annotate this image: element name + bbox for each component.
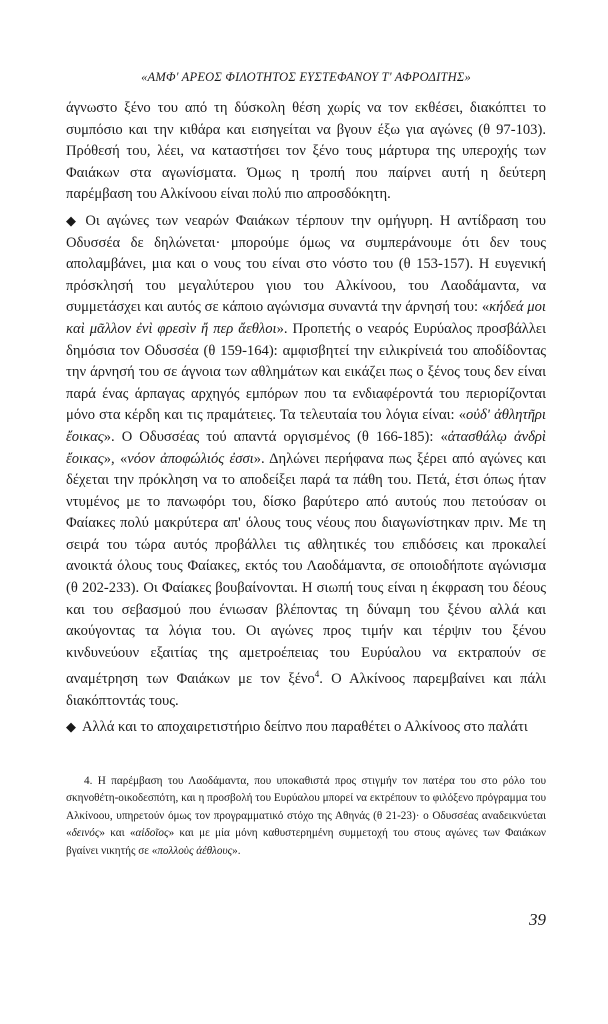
text-run: », « — [103, 450, 128, 467]
greek-quote: δεινός — [71, 827, 100, 840]
footnote — [66, 773, 546, 860]
main-text — [66, 98, 546, 739]
greek-quote: αἰδοῖος — [135, 827, 169, 840]
text-run: Αλλά και το αποχαιρετιστήριο δείπνο που παραθέτει ο Αλκίνοος στο παλάτι — [82, 719, 528, 736]
paragraph-agones — [66, 210, 546, 713]
greek-quote: οὐδ' ἀθλητῆρι ἔοικας — [66, 407, 546, 445]
text-run: » και με μία μόνη καθυστερημένη συμμετοχή του στους αγώνες των Φαιάκων βγαίνει νικητής σε « — [66, 827, 546, 857]
text-run: » και « — [99, 827, 136, 840]
text-run: . Ο Αλκίνοος παρεμβαίνει και πάλι διακόπτοντάς τους. — [66, 671, 546, 709]
footnote-number: 4. — [84, 775, 93, 787]
greek-quote: πολλοὺς ἀέθλους — [157, 844, 233, 857]
text-run: ». Προπετής ο νεαρός Ευρύαλος προσβάλλει δημόσια τον Οδυσσέα (θ 159-164): αμφισβητεί την ειλικρίνειά του αποδίδοντας την άρνησή του σε άγνοια των αθλημάτων και εικάζει πως ο ξένος τους δεν είναι παρά ένας άρπαγας αρχηγός εμπόρων που τα ενδιαφέροντά του περιορίζονται μόνο στα κέρδη και τις πραμάτειες. Τα τελευταία του λόγια είναι: « — [66, 320, 546, 424]
paragraph-deipno — [66, 716, 546, 739]
text-run: ». Δηλώνει περήφανα πως ξέρει από αγώνες και δέχεται την πρόκληση να το αποδείξει παρά τα πάθη του. Πετά, έτσι όπως ήταν ντυμένος με το πανωφόρι του, δίσκο βαρύτερο από αυτούς που πετούσαν οι Φαίακες πολύ μακρύτερα απ' όλους τους νέους που διαγωνίστηκαν πριν. Με τη σειρά του τώρα αυτός προβάλλει τις αθλητικές του επιδόσεις και προκαλεί ανοικτά όλους τους Φαίακες, εκτός του Λαοδάμαντα, σε οποιοδήποτε αγώνισμα (θ 202-233). Οι Φαίακες βουβαίνονται. Η σιωπή τους είναι η έκφραση του δέους και του σεβασμού που ένιωσαν βλέποντας τη δύναμη του ξένου αλλά και ακούγοντας τα λόγια του. Οι αγώνες προς τιμήν και τέρψιν του ξένου κινδυνεύουν εξαιτίας της αμετροέπειας του Ευρύαλου να εκτραπούν σε αναμέτρηση των Φαιάκων με τον ξένο — [66, 450, 547, 688]
text-run: ». Ο Οδυσσέας τού απαντά οργισμένος (θ 166-185): « — [103, 428, 448, 445]
text-run: Οι αγώνες των νεαρών Φαιάκων τέρπουν την ομήγυρη. Η αντίδραση του Οδυσσέα δε δηλώνεται· μπορούμε όμως να συμπεράνουμε ότι δεν τους απολαμβάνει, μια και ο νους του είναι στο νόστο του (θ 153-157). Η ευγενική πρόσκλησή του μεγαλύτερου γιου του Αλκίνοου, του Λαοδάμαντα, να συμμετάσχει και αυτός σε κάποιο αγώνισμα συναντά την άρνησή του: « — [66, 212, 547, 316]
paragraph: άγνωστο ξένο του από τη δύσκολη θέση χωρίς να τον εκθέσει, διακόπτει το συμπόσιο και την κιθάρα και εισηγείται να βγουν έξω για αγώνες (θ 97-103). Πρόθεσή του, λέει, να καταστήσει τον ξένο τους μάρτυρα της υπεροχής των Φαιάκων στα αγωνίσματα. Όμως η τροπή που παίρνει αυτή η δεύτερη παρέμβαση του Αλκίνοου είναι πολύ πιο απροσδόκητη. — [66, 100, 546, 203]
diamond-bullet-icon: ◆ — [66, 212, 80, 228]
footnote-marker: 4 — [314, 669, 320, 680]
greek-quote: νόον ἀποφώλιός ἐσσι — [127, 450, 254, 467]
text-run: ». — [232, 844, 241, 857]
page-number: 39 — [529, 910, 546, 929]
greek-quote: κήδεά μοι καὶ μᾶλλον ἐνὶ φρεσὶν ἤ περ ἄεθλοι — [66, 299, 546, 337]
running-head: «ΑΜΦ' ΑΡΕΟΣ ΦΙΛΟΤΗΤΟΣ ΕΥΣΤΕΦΑΝΟΥ Τ' ΑΦΡΟΔΙΤΗΣ» — [141, 70, 471, 84]
text-run: Η παρέμβαση του Λαοδάμαντα, που υποκαθιστά προς στιγμήν τον πατέρα του στο ρόλο του σκηνοθέτη-οικοδεσπότη, και η προσβολή του Ευρύαλου μπορεί να εκτρέπουν το φιλόξενο πρόγραμμα του Αλκίνοου, υπηρετούν όμως τον προγραμματικό στόχο της Αθηνάς (θ 21-23)· ο Οδυσσέας αναδεικνύεται « — [66, 775, 547, 840]
footnote-text — [66, 773, 546, 860]
greek-quote: ἀτασθάλῳ ἀνδρὶ ἔοικας — [66, 428, 546, 467]
diamond-bullet-icon: ◆ — [66, 719, 76, 735]
